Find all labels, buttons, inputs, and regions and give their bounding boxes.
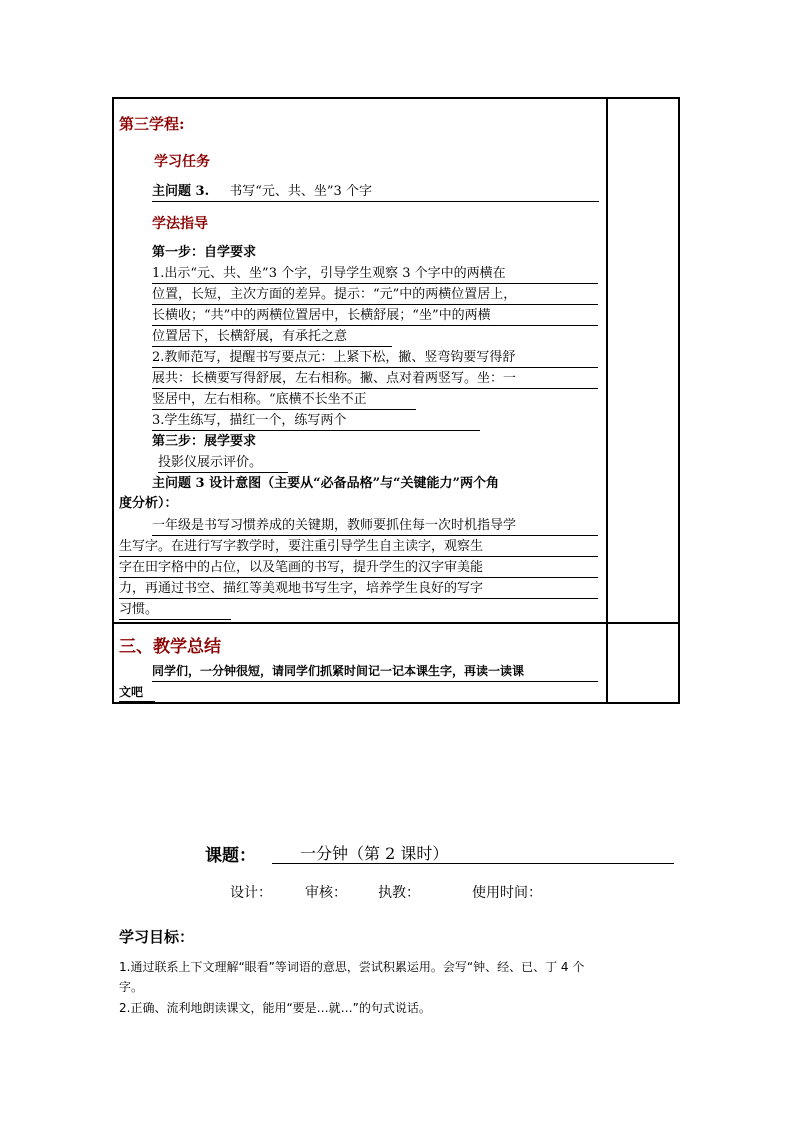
summary-line2: 文吧 [119,683,155,702]
method-heading: 学法指导 [152,216,208,232]
topic-value: 一分钟（第 2 课时） [300,844,449,863]
step1-heading: 第一步：自学要求 [152,245,257,260]
review-label: 审核： [305,885,347,901]
step1-line: 展共：长横要写得舒展，左右相称。撇、点对着两竖写。坐：一 [152,368,598,389]
question3-label: 主问题 3. [152,184,210,199]
goal-item: 1.通过联系上下文理解“眼看”等词语的意思，尝试积累运用。会写“钟、经、已、丁 4 个 [119,960,585,974]
design-heading-line2: 度分析）： [119,496,178,511]
table-row-divider [114,622,678,624]
table-column-divider [606,99,608,702]
question3-text: 书写“元、共、坐”3 个字 [229,184,372,199]
design-paragraph [152,515,598,536]
task-heading: 学习任务 [154,154,210,170]
step1-line: 位置居下，长横舒展，有承托之意 [152,326,392,347]
goal-item: 2.正确、流利地朗读课文，能用“要是…就…”的句式说话。 [119,1001,431,1015]
design-line: 字在田字格中的占位，以及笔画的书写，提升学生的汉字审美能 [119,557,598,578]
teach-label: 执教： [378,885,420,901]
question3-line [152,181,599,202]
goals-heading: 学习目标： [119,928,195,946]
design-heading-line1: 主问题 3 设计意图（主要从“必备品格”与“关键能力”两个角 [152,476,500,491]
step1-line: 1.出示“元、共、坐”3 个字，引导学生观察 3 个字中的两横在 [152,263,598,284]
design-line: 一年级是书写习惯养成的关键期，教师要抓住每一次时机指导学 [152,515,598,536]
section3-title: 第三学程: [119,115,185,133]
step1-line: 位置，长短，主次方面的差异。提示：“元”中的两横位置居上， [152,284,598,305]
topic-label: 课题： [205,846,256,866]
design-line: 生写字。在进行写字教学时，要注重引导学生自主读字，观察生 [119,536,598,557]
design-paragraph-cont [119,536,598,620]
step1-line: 竖居中，左右相称。“底横不长坐不正 [152,389,416,410]
step1-line: 2.教师范写，提醒书写要点元：上紧下松，撇、竖弯钩要写得舒 [152,347,598,368]
design-line: 习惯。 [119,599,231,620]
goal-item: 字。 [119,980,144,994]
time-label: 使用时间： [472,885,542,901]
step1-paragraph [152,263,598,431]
design-label: 设计： [230,885,272,901]
step1-line: 长横收；“共”中的两横位置居中，长横舒展；“坐”中的两横 [152,305,598,326]
summary-title: 三、教学总结 [119,637,221,657]
topic-field [272,841,674,864]
summary-line1: 同学们，一分钟很短，请同学们抓紧时间记一记本课生字，再读一读课 [152,662,598,682]
design-line: 力，再通过书空、描红等美观地书写生字，培养学生良好的写字 [119,578,598,599]
step3-text: 投影仪展示评价。 [158,452,288,473]
step3-heading: 第三步：展学要求 [152,434,257,449]
step1-line: 3.学生练写，描红一个，练写两个 [152,410,480,431]
